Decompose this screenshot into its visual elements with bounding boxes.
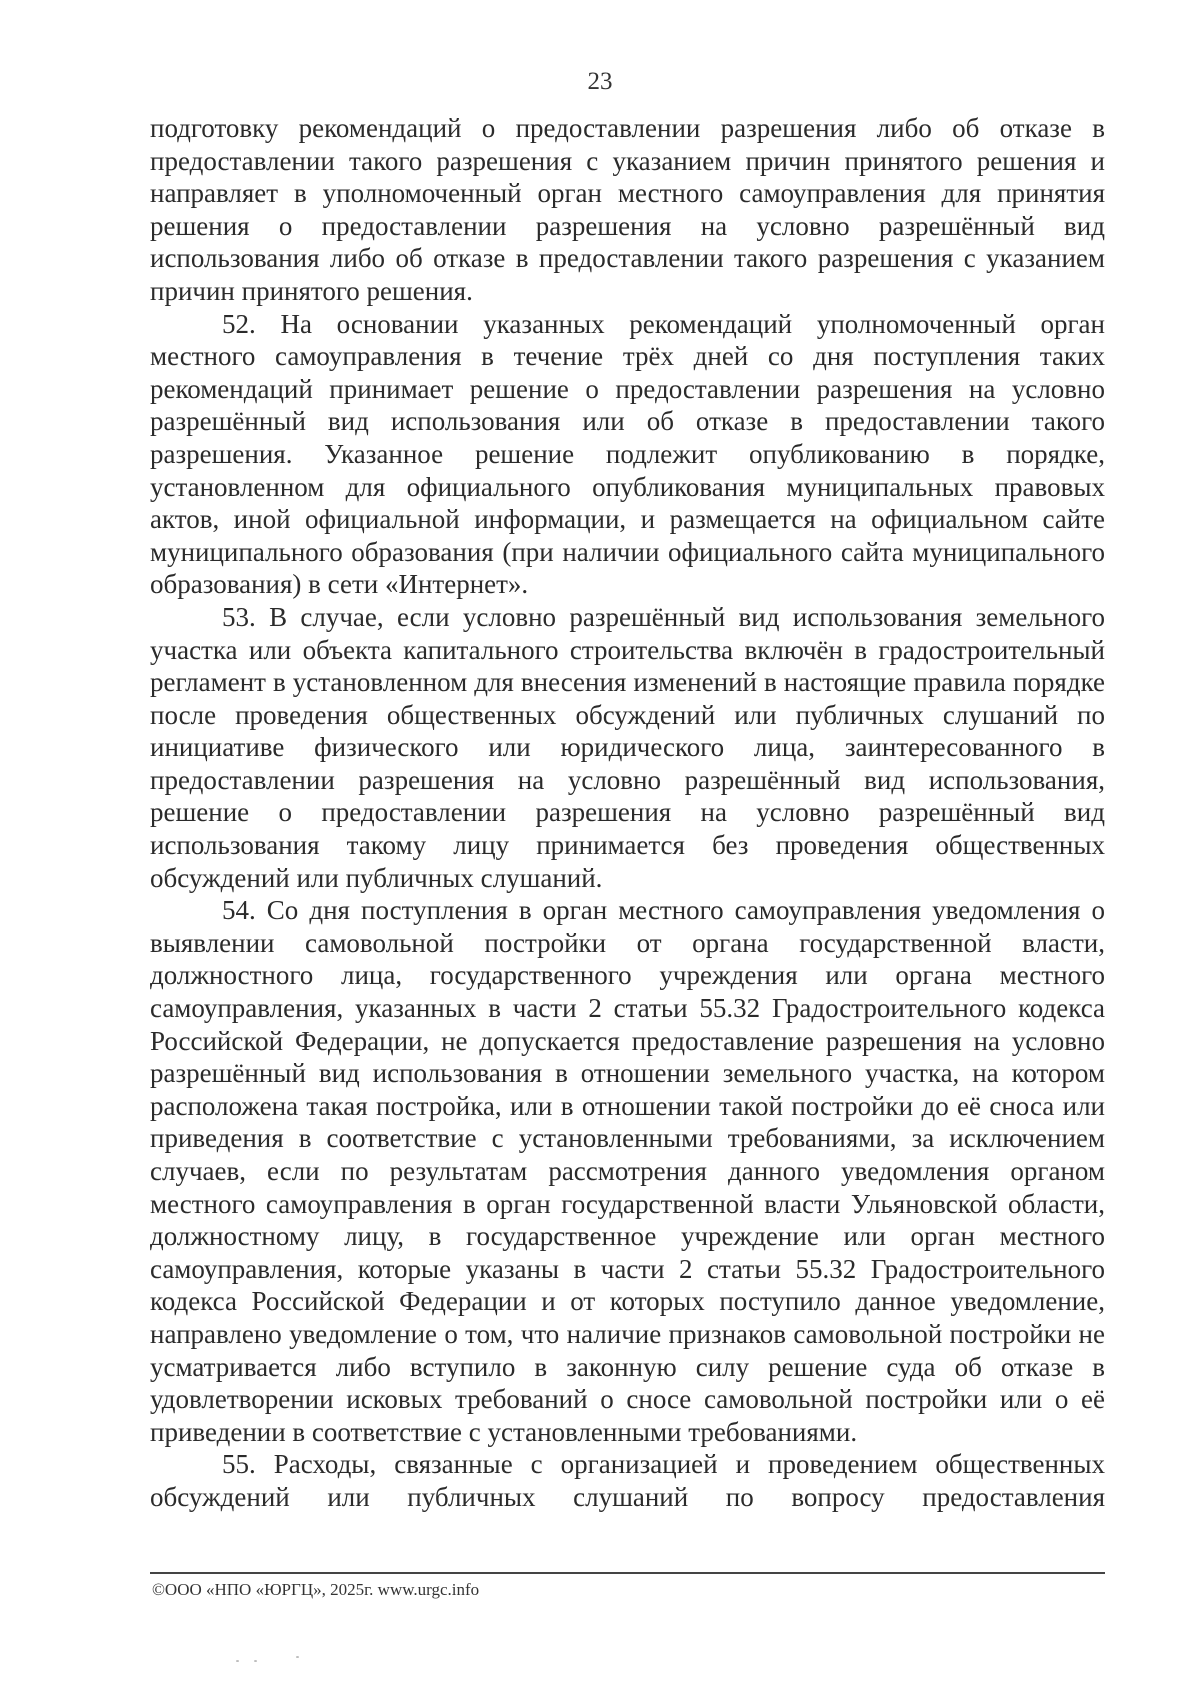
paragraph-continuation: подготовку рекомендаций о предоставлении разрешения либо об отказе в предоставлении такого разрешения с указанием причин принятого решения и направляет в уполномоченный орган местного самоуправления для принятия решения о предоставлении разрешения на условно разрешённый вид использования либо об отказе в предоставлении такого разрешения с указанием причин принятого решения. <box>150 113 1105 306</box>
paragraph-54: 54. Со дня поступления в орган местного самоуправления уведомления о выявлении самовольной постройки от органа государственной власти, должностного лица, государственного учреждения или органа местного самоуправления, указанных в части 2 статьи 55.32 Градостроительного кодекса Российской Федерации, не допускается предоставление разрешения на условно разрешённый вид использования в отношении земельного участка, на котором расположена такая постройка, или в отношении такой постройки до её сноса или приведения в соответствие с установленными требованиями, за исключением случаев, если по результатам рассмотрения данного уведомления органом местного самоуправления в орган государственной власти Ульяновской области, должностному лицу, в государственное учреждение или орган местного самоуправления, которые указаны в части 2 статьи 55.32 Градостроительного кодекса Российской Федерации и от которых поступило данное уведомление, направлено уведомление о том, что наличие признаков самовольной постройки не усматривается либо вступило в законную силу решение суда об отказе в удовлетворении исковых требований о сносе самовольной постройки или о её приведении в соответствие с установленными требованиями. <box>150 895 1105 1447</box>
footer-copyright: ©ООО «НПО «ЮРГЦ», 2025г. www.urgc.info <box>152 1580 480 1599</box>
page-number: 23 <box>587 68 613 95</box>
paragraph-52: 52. На основании указанных рекомендаций уполномоченный орган местного самоуправления в течение трёх дней со дня поступления таких рекомендаций принимает решение о предоставлении разрешения на условно разрешённый вид использования или об отказе в предоставлении такого разрешения. Указанное решение подлежит опубликованию в порядке, установленном для официального опубликования муниципальных правовых актов, иной официальной информации, и размещается на официальном сайте муниципального образования (при наличии официального сайта муниципального образования) в сети «Интернет». <box>150 308 1105 600</box>
paragraph-55: 55. Расходы, связанные с организацией и проведением общественных обсуждений или публичных слушаний по вопросу предоставления <box>150 1449 1105 1512</box>
scan-speck <box>236 1660 239 1662</box>
document-body <box>150 112 1105 1514</box>
footer-divider <box>150 1572 1105 1574</box>
paragraph-53: 53. В случае, если условно разрешённый вид использования земельного участка или объекта капитального строительства включён в градостроительный регламент в установленном для внесения изменений в настоящие правила порядке после проведения общественных обсуждений или публичных слушаний по инициативе физического или юридического лица, заинтересованного в предоставлении разрешения на условно разрешённый вид использования, решение о предоставлении разрешения на условно разрешённый вид использования такому лицу принимается без проведения общественных обсуждений или публичных слушаний. <box>150 601 1105 893</box>
scan-speck <box>254 1660 257 1662</box>
scan-speck <box>296 1656 299 1658</box>
